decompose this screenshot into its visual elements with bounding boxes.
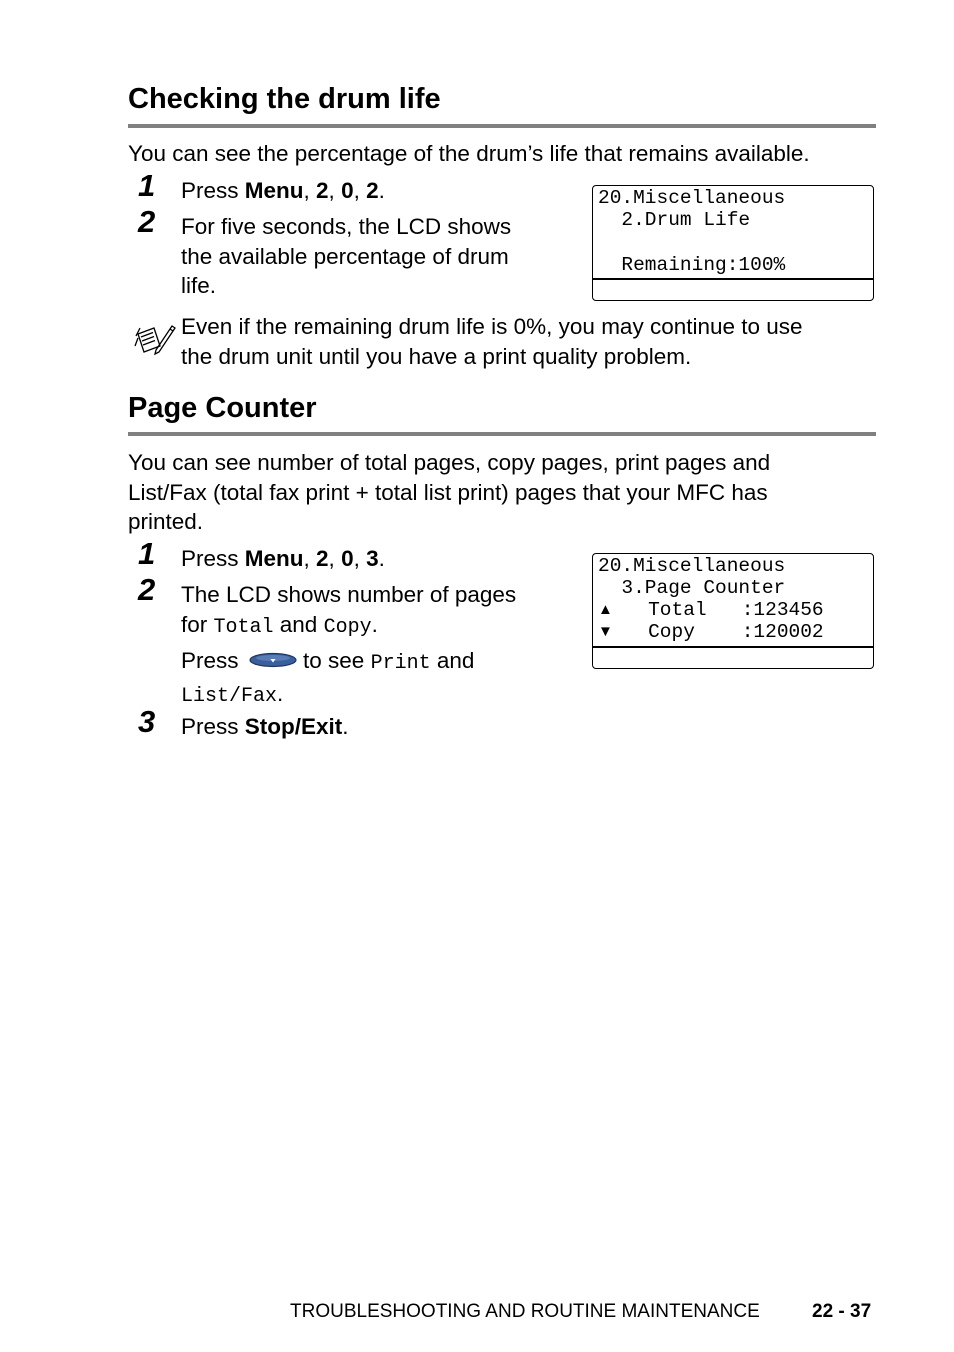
step-number: 2 <box>138 572 156 607</box>
counter-step2-press-text: Press to see Print and List/Fax. <box>181 648 475 708</box>
scroll-up-arrow-icon: ▲ <box>598 601 613 618</box>
lcd-line: 3.Page Counter <box>598 577 786 599</box>
page-counter-intro: You can see number of total pages, copy pages, print pages and List/Fax (total fax print + total list print) pages that your MFC has printed. <box>128 450 771 534</box>
counter-step2-text: The LCD shows number of pages for Total and Copy. <box>181 582 517 639</box>
drum-intro: You can see the percentage of the drum’s life that remains available. <box>128 141 810 166</box>
down-navigation-key-icon <box>249 651 297 669</box>
lcd-divider <box>593 646 873 648</box>
step-number: 2 <box>138 204 156 239</box>
scroll-down-arrow-icon: ▼ <box>598 623 613 640</box>
lcd-display-drum-life <box>592 185 874 301</box>
lcd-line: Remaining:100% <box>598 254 786 276</box>
step-number: 3 <box>138 704 156 739</box>
lcd-divider <box>593 278 873 280</box>
step-number: 1 <box>138 536 156 571</box>
drum-step2-text: For five seconds, the LCD shows the available percentage of drum life. <box>181 214 512 298</box>
memo-pencil-icon <box>134 320 176 360</box>
lcd-line: 20.Miscellaneous <box>598 187 786 209</box>
section-title-drum-life: Checking the drum life <box>128 83 441 115</box>
lcd-line: Total :123456 <box>613 599 824 621</box>
counter-step1-text: Press Menu, 2, 0, 3. <box>181 546 385 571</box>
lcd-line: 20.Miscellaneous <box>598 555 786 577</box>
title-rule <box>128 432 876 436</box>
step-number: 1 <box>138 168 156 203</box>
title-rule <box>128 124 876 128</box>
footer-section-name: TROUBLESHOOTING AND ROUTINE MAINTENANCE <box>290 1301 760 1322</box>
lcd-display-page-counter <box>592 553 874 669</box>
counter-step3-text: Press Stop/Exit. <box>181 714 349 739</box>
page-number: 22 - 37 <box>812 1301 872 1322</box>
lcd-line: 2.Drum Life <box>598 209 751 231</box>
drum-note: Even if the remaining drum life is 0%, you may continue to use the drum unit until you have a print quality problem. <box>181 314 803 369</box>
lcd-line: Copy :120002 <box>613 621 824 643</box>
section-title-page-counter: Page Counter <box>128 392 317 424</box>
drum-step1-text: Press Menu, 2, 0, 2. <box>181 178 385 203</box>
